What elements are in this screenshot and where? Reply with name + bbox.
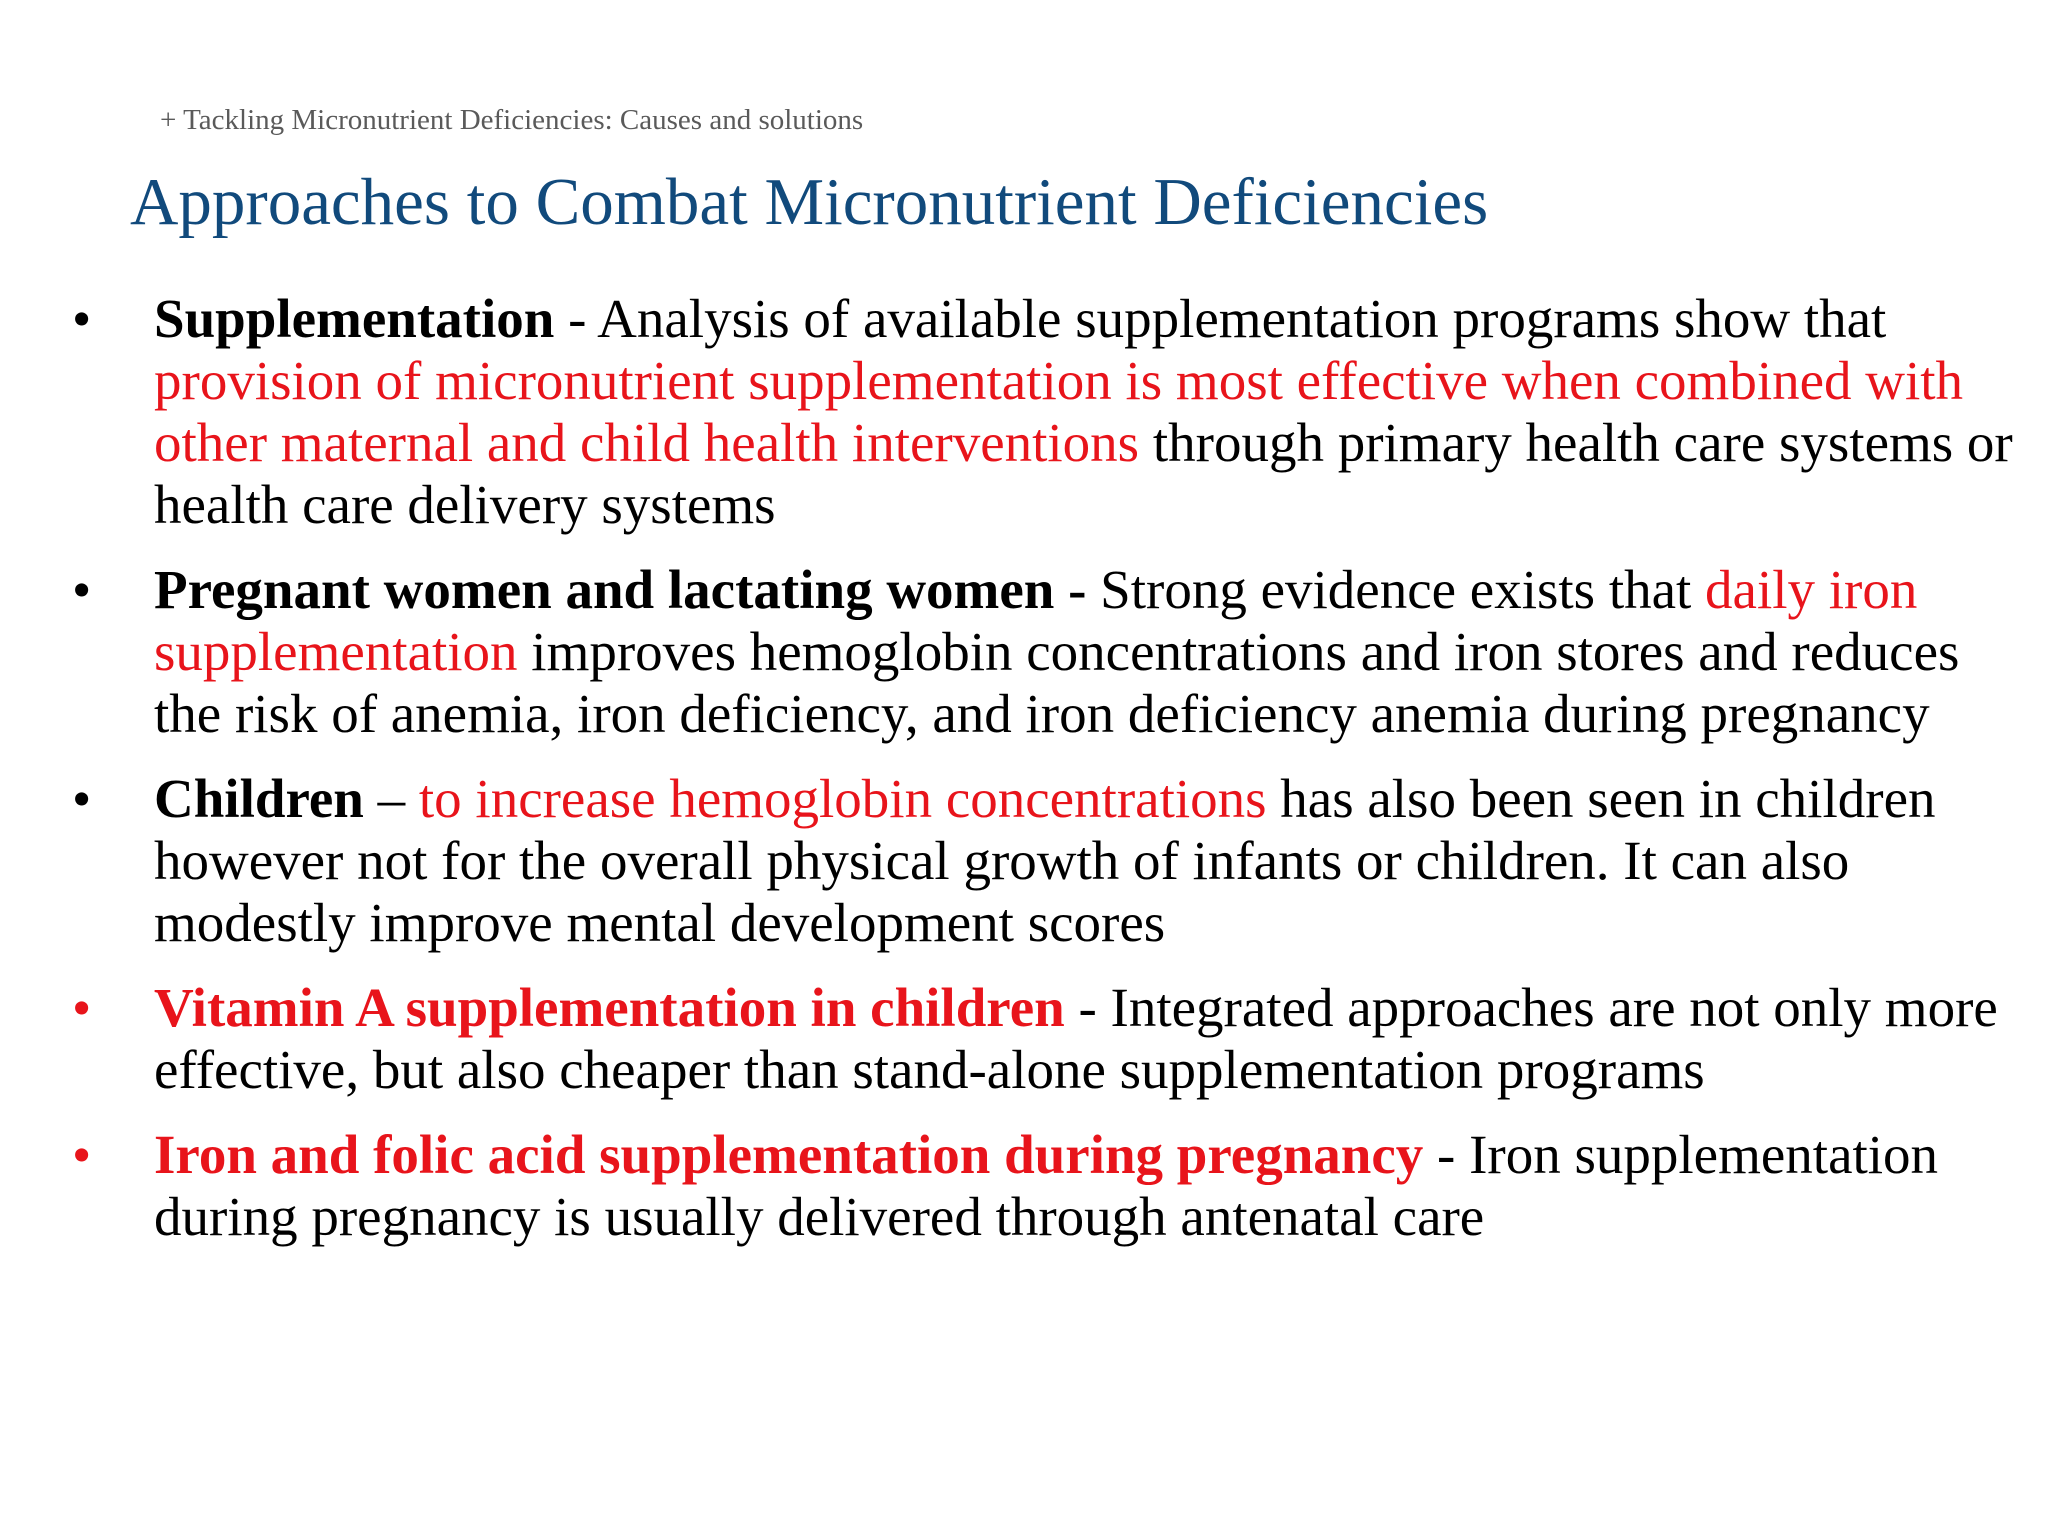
bullet-marker: • (72, 1124, 92, 1185)
bullet-highlight: daily iron supplementation (154, 559, 1918, 682)
bullet-pregnant-lactating-women (0, 559, 2048, 745)
bullet-supplementation (0, 288, 2048, 536)
slide-title: Approaches to Combat Micronutrient Deficiencies (130, 165, 1489, 239)
bullet-text: Analysis of available supplementation programs show that (597, 288, 1887, 349)
bullet-heading: Children (154, 768, 364, 829)
bullet-marker: • (72, 768, 92, 829)
bullet-marker: • (72, 559, 92, 620)
bullet-text: improves hemoglobin concentrations and iron stores and reduces the risk of anemia, iron deficiency, and iron deficiency anemia during pregnancy (154, 621, 1960, 744)
bullet-text: through primary health care systems or health care delivery systems (154, 412, 2013, 535)
bullet-children (0, 768, 2048, 954)
bullet-heading: Iron and folic acid supplementation during pregnancy (154, 1124, 1424, 1185)
bullet-heading: Pregnant women and lactating women - (154, 559, 1087, 620)
bullet-text: Strong evidence exists that (1086, 559, 1706, 620)
bullet-marker: • (72, 288, 92, 349)
bullet-list (0, 288, 2048, 1271)
bullet-heading: Vitamin A supplementation in children (154, 977, 1065, 1038)
bullet-text: - Integrated approaches are not only more effective, but also cheaper than stand-alone supplementation programs (154, 977, 1998, 1100)
bullet-separator: – (363, 768, 419, 829)
bullet-highlight: provision of micronutrient supplementation is most effective when combined with other maternal and child health interventions (154, 350, 1964, 473)
bullet-separator: - (554, 288, 598, 349)
bullet-vitamin-a (0, 977, 2048, 1101)
bullet-text: - Iron supplementation during pregnancy is usually delivered through antenatal care (154, 1124, 1939, 1247)
bullet-text: has also been seen in children however not for the overall physical growth of infants or children. It can also modestly improve mental development scores (154, 768, 1936, 953)
bullet-highlight: to increase hemoglobin concentrations (418, 768, 1267, 829)
breadcrumb: + Tackling Micronutrient Deficiencies: Causes and solutions (160, 104, 864, 136)
bullet-iron-folic-acid (0, 1124, 2048, 1248)
bullet-heading: Supplementation (154, 288, 555, 349)
bullet-marker: • (72, 977, 92, 1038)
